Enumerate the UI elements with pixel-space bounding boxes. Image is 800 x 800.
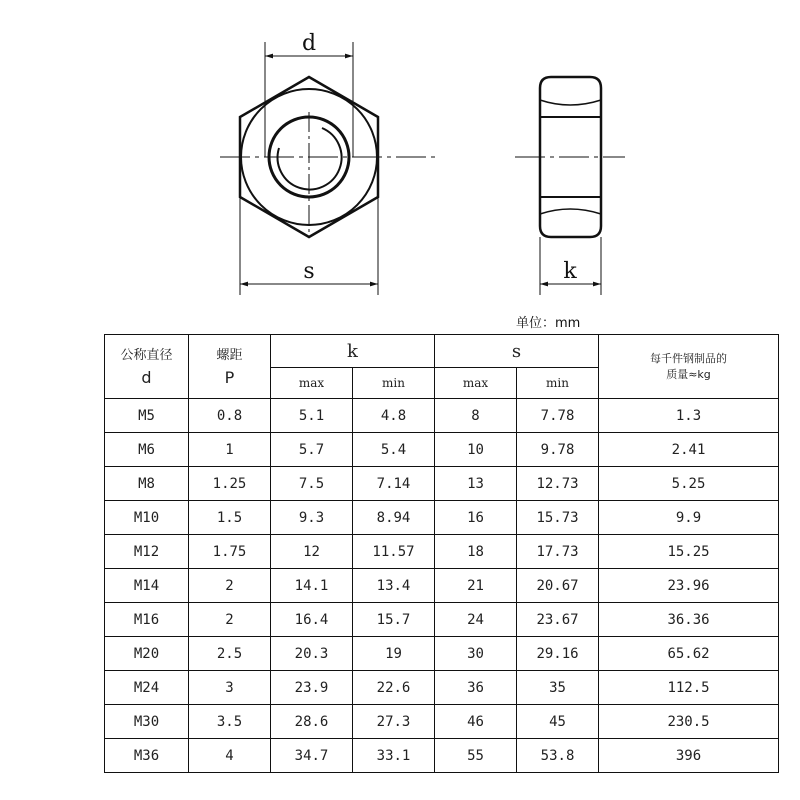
cell-k-min: 4.8: [353, 399, 435, 433]
cell-k-max: 12: [271, 535, 353, 569]
cell-k-max: 7.5: [271, 467, 353, 501]
cell-p: 3.5: [189, 705, 271, 739]
cell-p: 2: [189, 603, 271, 637]
cell-s-max: 18: [435, 535, 517, 569]
table-row: [105, 433, 779, 467]
d-label: d: [301, 31, 317, 56]
cell-p: 2.5: [189, 637, 271, 671]
table-row: [105, 467, 779, 501]
cell-mass: 1.3: [599, 399, 779, 433]
cell-s-max: 24: [435, 603, 517, 637]
cell-s-max: 46: [435, 705, 517, 739]
cell-mass: 5.25: [599, 467, 779, 501]
cell-k-min: 15.7: [353, 603, 435, 637]
cell-s-min: 17.73: [517, 535, 599, 569]
cell-k-max: 9.3: [271, 501, 353, 535]
cell-s-min: 20.67: [517, 569, 599, 603]
cell-k-min: 7.14: [353, 467, 435, 501]
header-mass: 每千件钢制品的 质量≈kg: [599, 335, 779, 399]
cell-p: 0.8: [189, 399, 271, 433]
table-row: [105, 603, 779, 637]
cell-k-min: 33.1: [353, 739, 435, 773]
cell-s-max: 30: [435, 637, 517, 671]
cell-k-max: 20.3: [271, 637, 353, 671]
cell-s-min: 45: [517, 705, 599, 739]
cell-s-min: 15.73: [517, 501, 599, 535]
cell-d: M12: [105, 535, 189, 569]
cell-s-max: 13: [435, 467, 517, 501]
front-view: [220, 42, 440, 295]
cell-k-max: 34.7: [271, 739, 353, 773]
cell-s-min: 35: [517, 671, 599, 705]
cell-s-max: 55: [435, 739, 517, 773]
cell-k-min: 19: [353, 637, 435, 671]
cell-d: M10: [105, 501, 189, 535]
cell-k-max: 16.4: [271, 603, 353, 637]
cell-k-max: 5.7: [271, 433, 353, 467]
cell-p: 1.75: [189, 535, 271, 569]
cell-p: 2: [189, 569, 271, 603]
cell-mass: 2.41: [599, 433, 779, 467]
cell-s-min: 9.78: [517, 433, 599, 467]
header-s: s: [435, 335, 599, 368]
cell-s-max: 8: [435, 399, 517, 433]
unit-label: 单位：mm: [516, 316, 581, 331]
table-row: [105, 637, 779, 671]
cell-k-min: 5.4: [353, 433, 435, 467]
cell-k-max: 28.6: [271, 705, 353, 739]
table-row: [105, 739, 779, 773]
header-s-min: min: [517, 368, 599, 399]
cell-k-min: 22.6: [353, 671, 435, 705]
cell-mass: 15.25: [599, 535, 779, 569]
cell-d: M30: [105, 705, 189, 739]
cell-d: M8: [105, 467, 189, 501]
s-label: s: [303, 259, 315, 284]
table-row: [105, 671, 779, 705]
header-k: k: [271, 335, 435, 368]
cell-s-min: 23.67: [517, 603, 599, 637]
cell-s-max: 10: [435, 433, 517, 467]
cell-d: M20: [105, 637, 189, 671]
cell-k-max: 5.1: [271, 399, 353, 433]
cell-d: M5: [105, 399, 189, 433]
cell-p: 4: [189, 739, 271, 773]
cell-k-min: 27.3: [353, 705, 435, 739]
cell-s-min: 12.73: [517, 467, 599, 501]
cell-k-max: 14.1: [271, 569, 353, 603]
bore-arc: [278, 128, 342, 189]
cell-p: 1.25: [189, 467, 271, 501]
table-row: [105, 705, 779, 739]
cell-d: M24: [105, 671, 189, 705]
cell-k-max: 23.9: [271, 671, 353, 705]
cell-d: M6: [105, 433, 189, 467]
cell-s-max: 16: [435, 501, 517, 535]
cell-mass: 65.62: [599, 637, 779, 671]
cell-p: 3: [189, 671, 271, 705]
cell-k-min: 13.4: [353, 569, 435, 603]
cell-k-min: 11.57: [353, 535, 435, 569]
cell-s-min: 29.16: [517, 637, 599, 671]
header-pitch: 螺距 P: [189, 335, 271, 399]
cell-s-max: 21: [435, 569, 517, 603]
table-row: [105, 501, 779, 535]
cell-mass: 9.9: [599, 501, 779, 535]
cell-d: M14: [105, 569, 189, 603]
header-nominal-diameter: 公称直径 d: [105, 335, 189, 399]
cell-p: 1.5: [189, 501, 271, 535]
header-k-min: min: [353, 368, 435, 399]
spec-table: [104, 334, 779, 773]
cell-p: 1: [189, 433, 271, 467]
table-row: [105, 535, 779, 569]
cell-s-min: 7.78: [517, 399, 599, 433]
cell-mass: 230.5: [599, 705, 779, 739]
cell-k-min: 8.94: [353, 501, 435, 535]
cell-s-max: 36: [435, 671, 517, 705]
cell-mass: 112.5: [599, 671, 779, 705]
header-k-max: max: [271, 368, 353, 399]
cell-mass: 36.36: [599, 603, 779, 637]
table-row: [105, 569, 779, 603]
k-label: k: [563, 259, 577, 284]
header-s-max: max: [435, 368, 517, 399]
hex-nut-drawing: [0, 0, 800, 320]
cell-d: M16: [105, 603, 189, 637]
cell-d: M36: [105, 739, 189, 773]
table-row: [105, 399, 779, 433]
cell-s-min: 53.8: [517, 739, 599, 773]
cell-mass: 23.96: [599, 569, 779, 603]
cell-mass: 396: [599, 739, 779, 773]
